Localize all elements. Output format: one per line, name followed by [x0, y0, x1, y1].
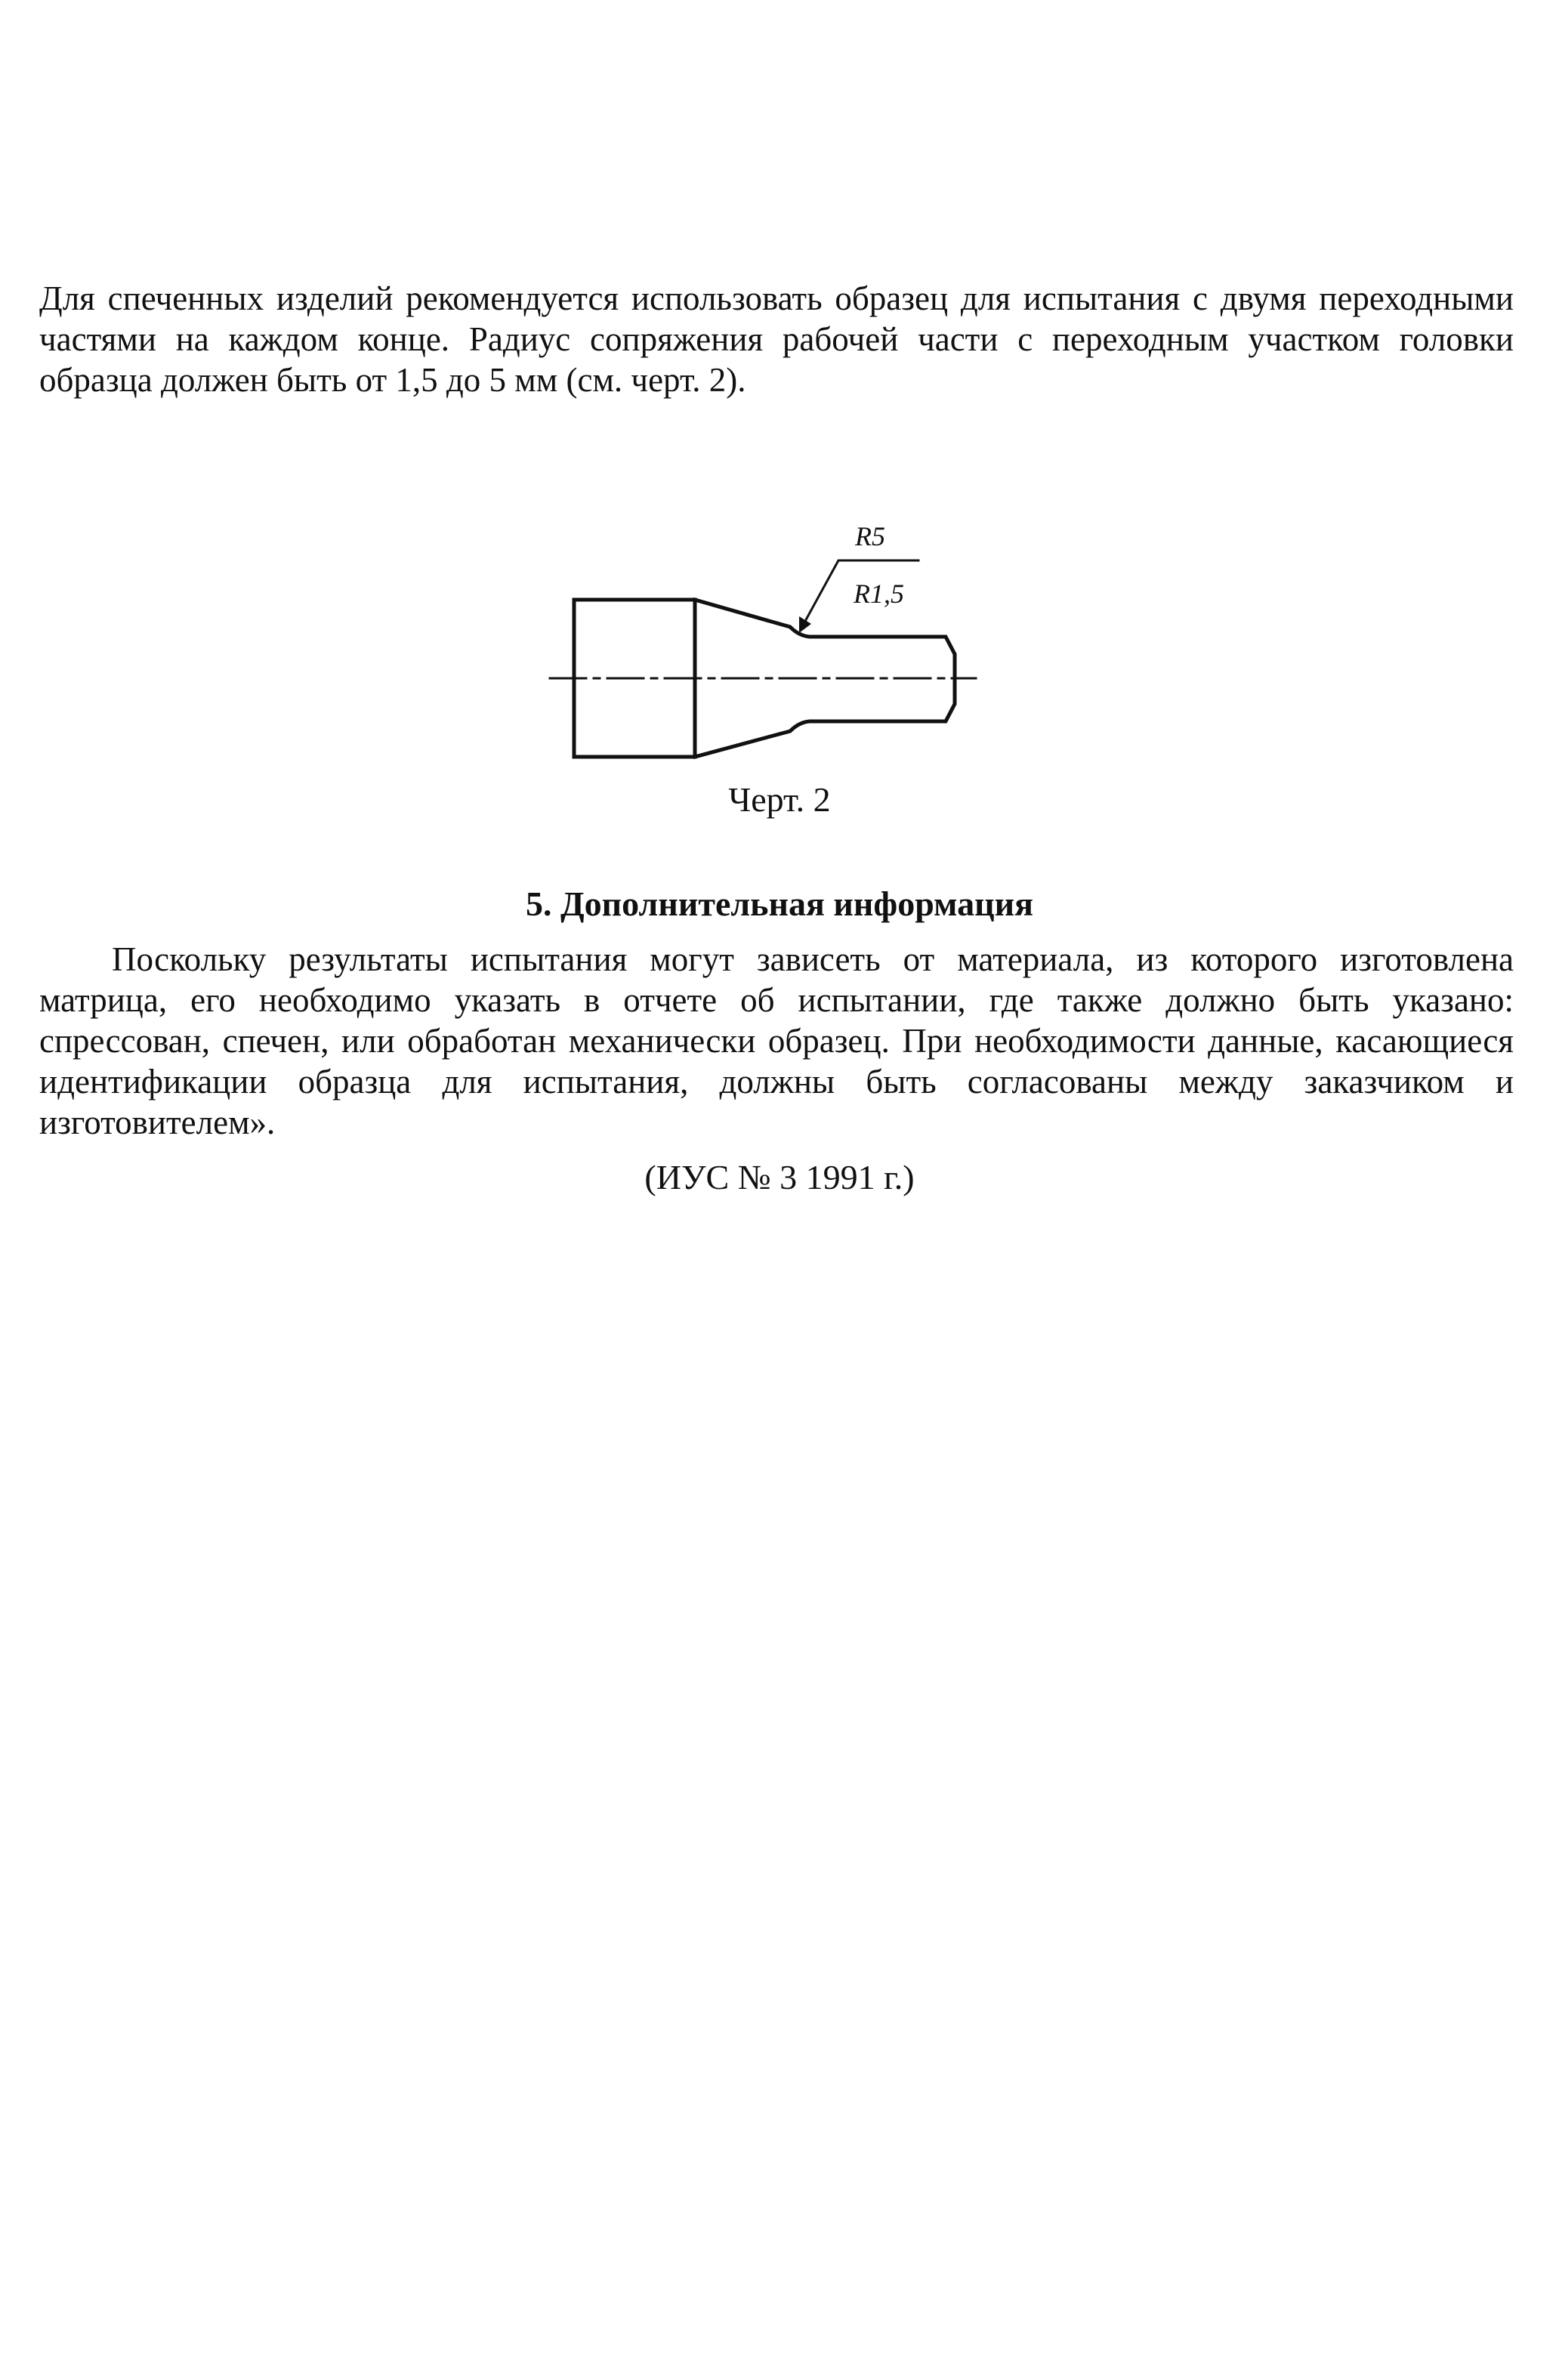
radius-label-r5: R5 — [855, 521, 885, 551]
section-paragraph: Поскольку результаты испытания могут зависеть от материала, из которого изготовлена матрица, его необходимо указать в отчете об испытании, где также должно быть указано: спрессован, спечен, или обработан механически образец. При необходимости данные, касающиеся идентификации образца для испытания, должны быть согласованы между заказчиком и изготовителем». — [39, 940, 1514, 1141]
radius-label-r15: R1,5 — [854, 579, 904, 609]
amendment-note: (ИУС № 3 1991 г.) — [644, 1158, 915, 1196]
specimen-drawing — [0, 0, 1559, 831]
intro-paragraph: Для спеченных изделий рекомендуется использовать образец для испытания с двумя переходными частями на каждом конце. Радиус сопряжения рабочей части с переходным участком головки образца должен быть от 1,5 до 5 мм (см. черт. 2). — [39, 279, 1514, 399]
figure-caption: Черт. 2 — [728, 780, 831, 819]
section-heading: 5. Дополнительная информация — [525, 884, 1034, 923]
